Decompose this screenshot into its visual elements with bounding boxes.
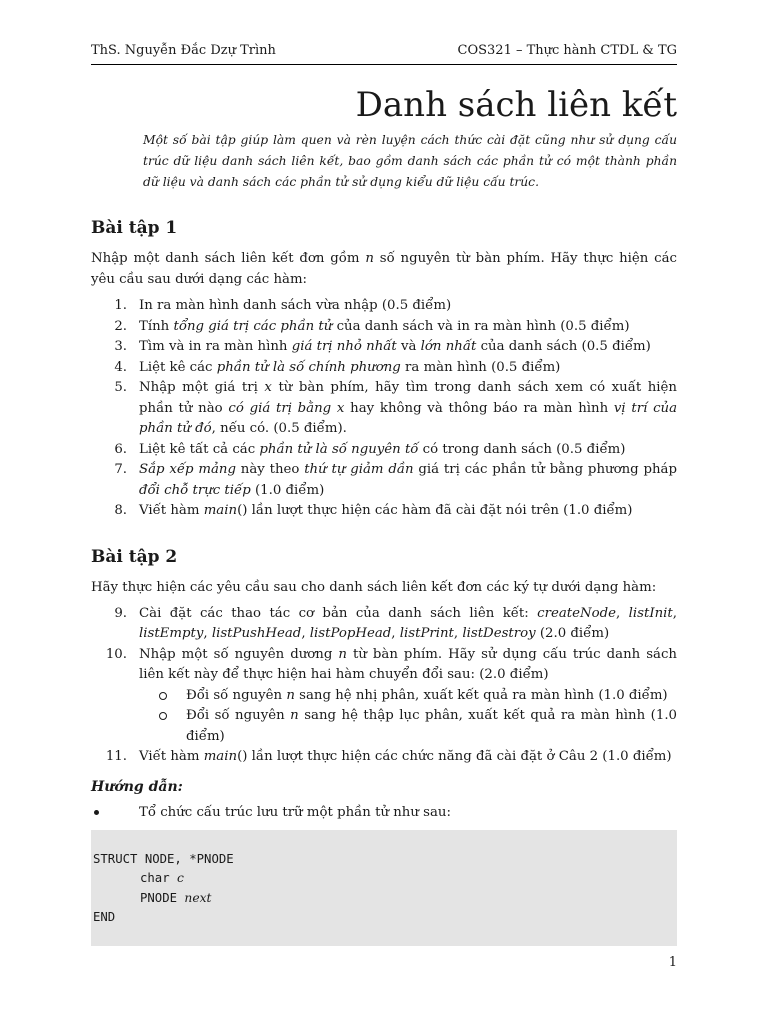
ex2-heading: Bài tập 2 (91, 546, 178, 567)
ex2-sublist (91, 686, 677, 748)
sub-list-item: Đổi số nguyên n sang hệ nhị phân, xuất kết quả ra màn hình (1.0 điểm) (91, 686, 677, 707)
ex1-list (91, 296, 677, 522)
list-item: 3. Tìm và in ra màn hình giá trị nhỏ nhất và lớn nhất của danh sách (0.5 điểm) (114, 339, 651, 354)
header-course: COS321 – Thực hành CTDL & TG (457, 43, 677, 58)
list-item: 2. Tính tổng giá trị các phần tử của danh sách và in ra màn hình (0.5 điểm) (114, 318, 630, 334)
list-item: 4. Liệt kê các phần tử là số chính phương ra màn hình (0.5 điểm) (114, 359, 561, 375)
page-header (91, 40, 677, 62)
guide-heading: Hướng dẫn: (91, 778, 183, 795)
header-rule (91, 64, 677, 65)
list-item: 11. Viết hàm main() lần lượt thực hiện các chức năng đã cài đặt ở Câu 2 (1.0 điểm) (105, 749, 672, 764)
document-page (91, 40, 677, 946)
ex2-intro: Hãy thực hiện các yêu cầu sau cho danh sách liên kết đơn các ký tự dưới dạng hàm: (91, 579, 657, 595)
code-block (91, 830, 677, 946)
sub-list-item: Đổi số nguyên n sang hệ thập lục phân, xuất kết quả ra màn hình (1.0 điểm) (91, 706, 677, 747)
code-line: char c (140, 871, 184, 885)
page-title: Danh sách liên kết (355, 85, 677, 125)
circle-bullet-icon (159, 712, 167, 720)
header-author: ThS. Nguyễn Đắc Dzự Trình (91, 43, 276, 58)
list-item: Tổ chức cấu trúc lưu trữ một phần tử như sau: (91, 802, 677, 823)
code-line: STRUCT NODE, *PNODE (93, 851, 234, 866)
abstract: Một số bài tập giúp làm quen và rèn luyện cách thức cài đặt cũng như sử dụng cấu trúc dữ liệu danh sách liên kết, bao gồm danh sách các phần tử có một thành phần dữ liệu và danh sách các phần tử sử dụng kiểu dữ liệu cấu trúc. (143, 133, 677, 189)
code-line: END (93, 910, 116, 924)
list-item: 7. Sắp xếp mảng này theo thứ tự giảm dần giá trị các phần tử bằng phương pháp đổi chỗ trực tiếp (1.0 điểm) (114, 462, 677, 498)
ex2-list (91, 604, 677, 686)
list-item: 5. Nhập một giá trị x từ bàn phím, hãy tìm trong danh sách xem có xuất hiện phần tử nào có giá trị bằng x hay không và thông báo ra màn hình vị trí của phần tử đó, nếu có. (0.5 điểm). (114, 380, 678, 436)
list-item: 9. Cài đặt các thao tác cơ bản của danh sách liên kết: createNode, listInit, listEmpty, listPushHead, listPopHead, listPrint, listDestroy (2.0 điểm) (114, 605, 677, 641)
code-line: PNODE next (140, 890, 212, 905)
circle-bullet-icon (159, 692, 167, 700)
ex1-intro: Nhập một danh sách liên kết đơn gồm n số nguyên từ bàn phím. Hãy thực hiện các yêu cầu sau dưới dạng các hàm: (91, 251, 677, 287)
list-item: 1. In ra màn hình danh sách vừa nhập (0.5 điểm) (114, 298, 452, 313)
ex2-list-cont (91, 747, 677, 768)
page-number: 1 (668, 955, 677, 970)
list-item: 10. Nhập một số nguyên dương n từ bàn phím. Hãy sử dụng cấu trúc danh sách liên kết này để thực hiện hai hàm chuyển đổi sau: (2.0 điểm) (105, 646, 677, 682)
bullet-icon (94, 810, 99, 815)
ex1-heading: Bài tập 1 (91, 218, 178, 238)
list-item: 6. Liệt kê tất cả các phần tử là số nguyên tố có trong danh sách (0.5 điểm) (114, 441, 626, 457)
list-item: 8. Viết hàm main() lần lượt thực hiện các hàm đã cài đặt nói trên (1.0 điểm) (114, 503, 633, 518)
guide-list (91, 802, 677, 823)
